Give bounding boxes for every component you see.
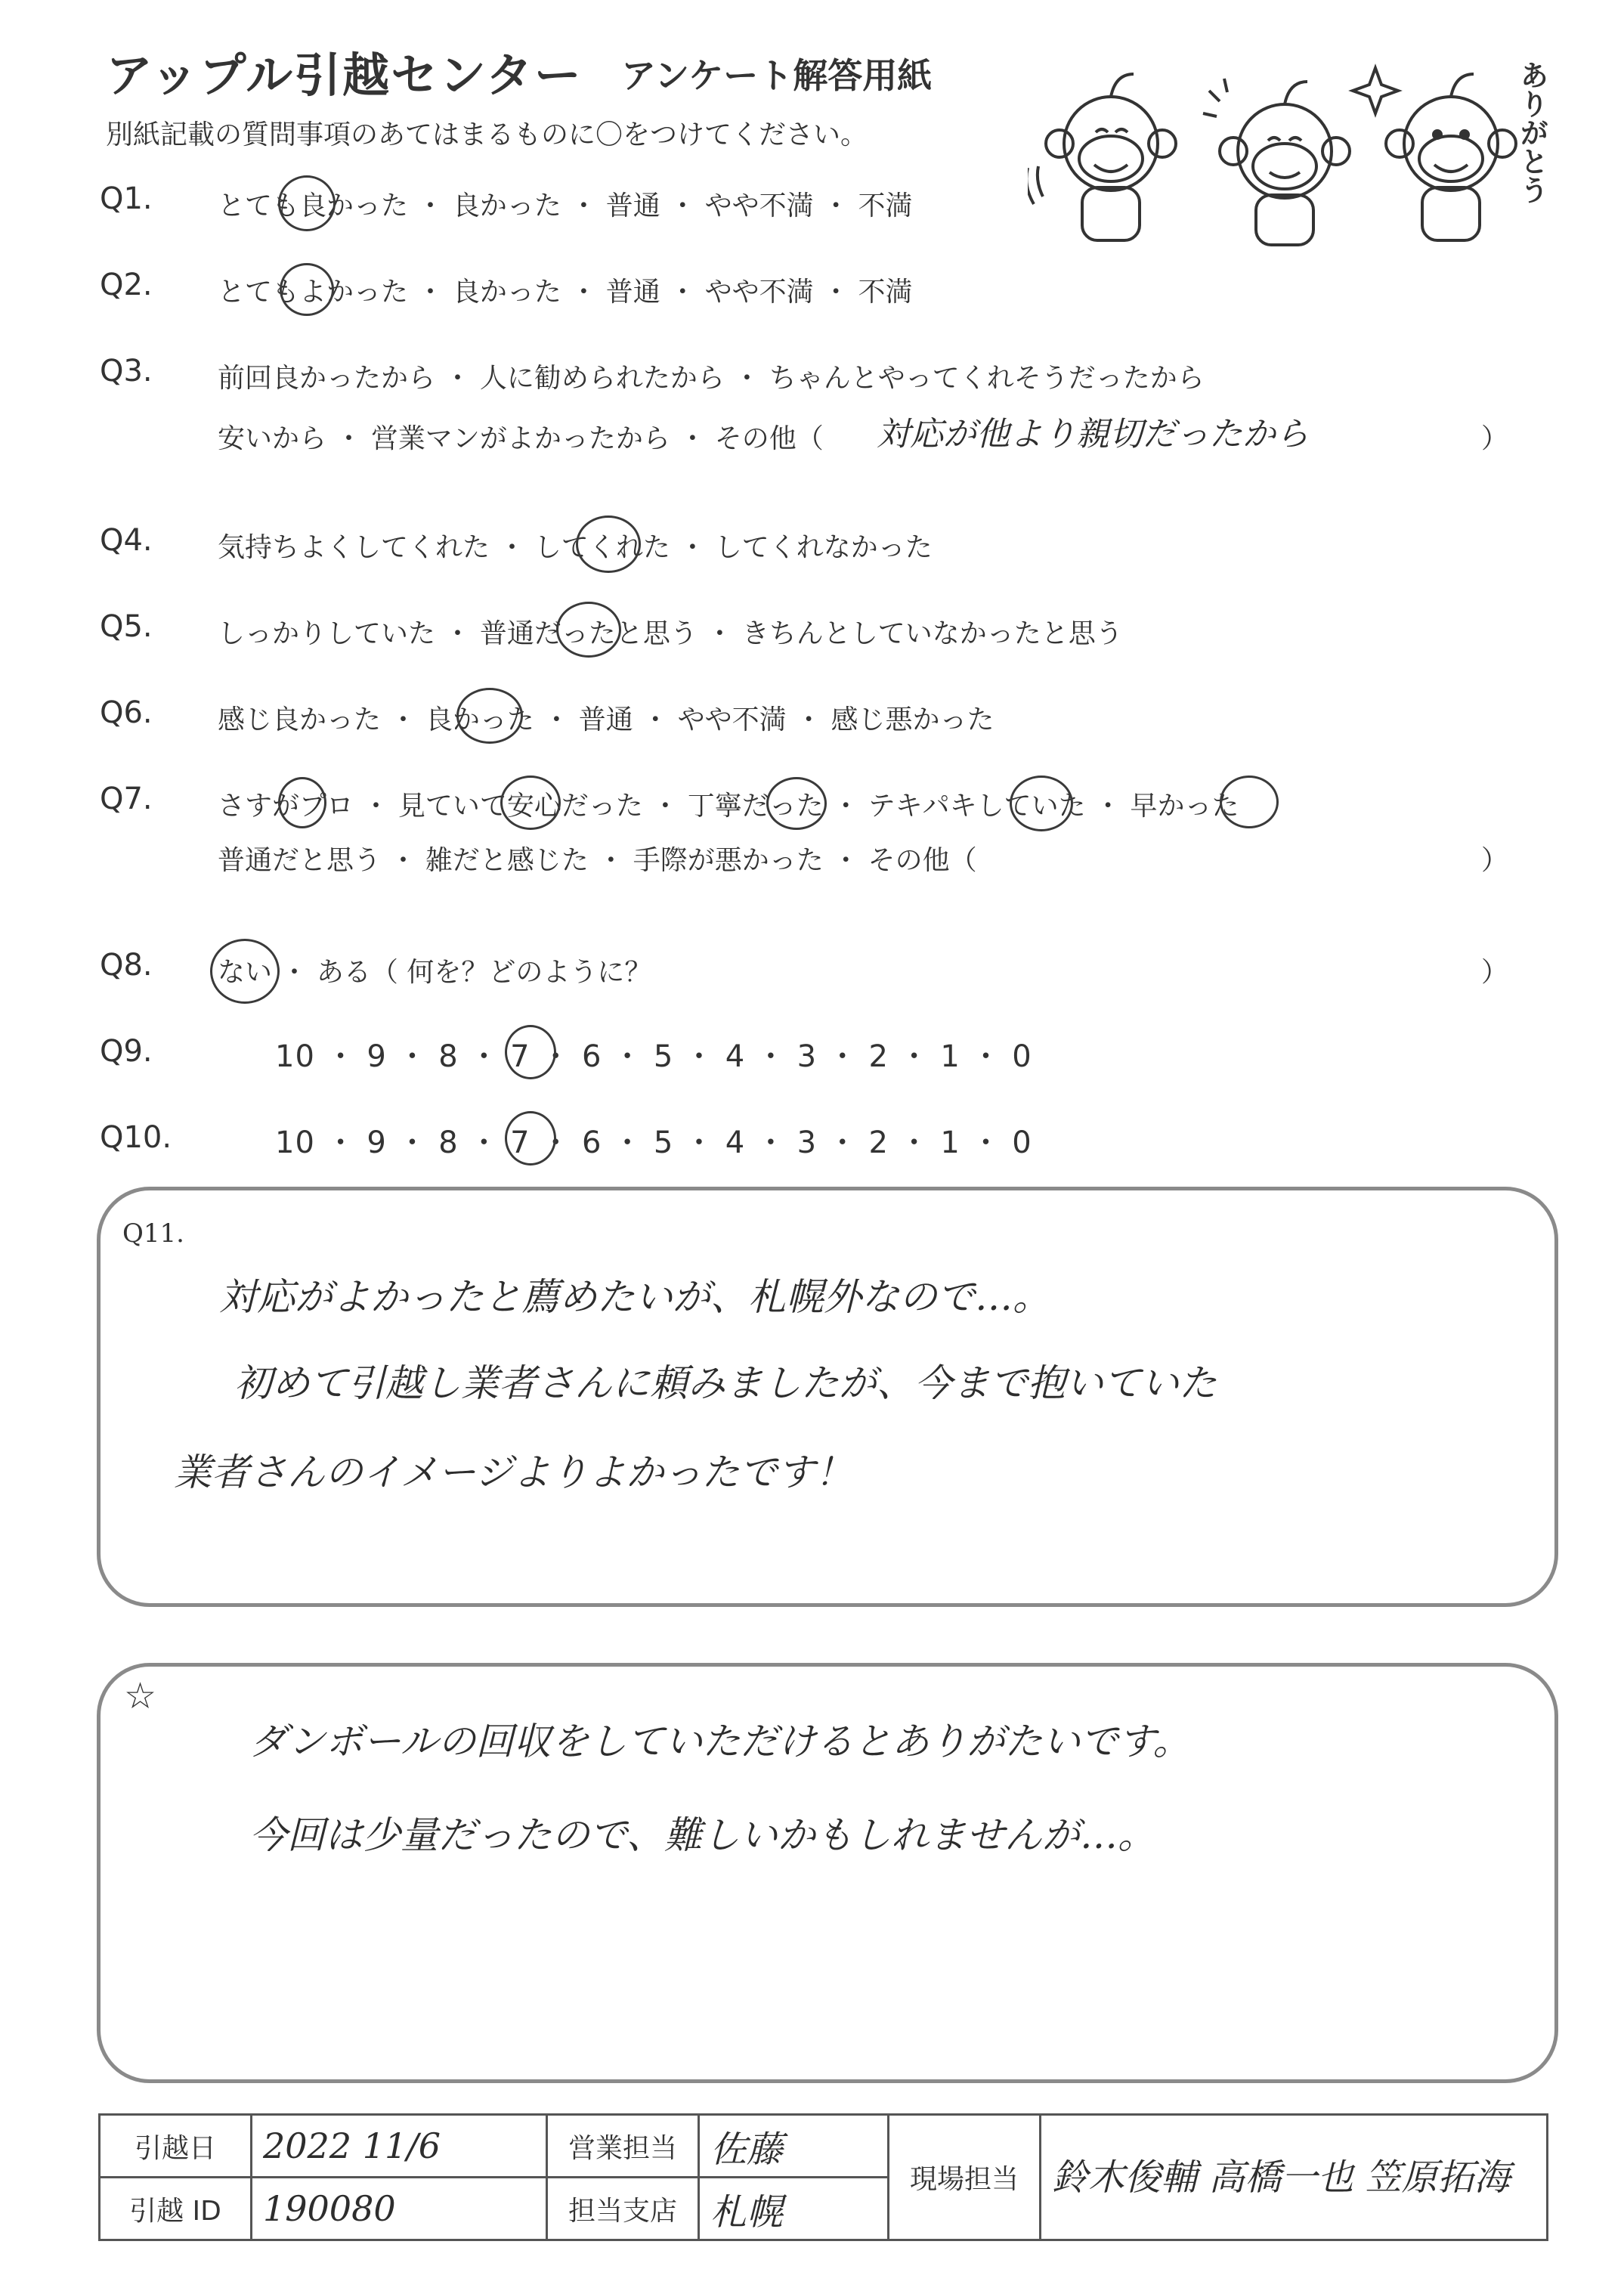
star-comment-line-1: ダンボールの回収をしていただけるとありがたいです。 — [249, 1720, 1191, 1763]
q9-number: Q9. — [100, 1034, 153, 1069]
star-comment-line-2: 今回は少量だったので、難しいかもしれませんが…。 — [249, 1813, 1155, 1857]
move-id-value: 190080 — [252, 2178, 547, 2240]
branch-label: 担当支店 — [547, 2178, 699, 2240]
move-id-label: 引越 ID — [100, 2178, 252, 2240]
q7-answer-circle-3 — [766, 777, 827, 830]
move-date-label: 引越日 — [100, 2115, 252, 2178]
q7-answer-circle-5 — [1220, 776, 1279, 828]
thanks-text: ありがとう — [1515, 60, 1548, 204]
q10-answer-circle — [505, 1111, 556, 1166]
q4-options: 気持ちよくしてくれた ・ してくれた ・ してくれなかった — [218, 532, 933, 563]
site-staff-label: 現場担当 — [889, 2115, 1041, 2240]
q9-answer-circle — [505, 1025, 556, 1079]
q7-answer-circle-4 — [1010, 776, 1073, 831]
q7-close-paren: ） — [1481, 845, 1509, 876]
q8-answer-circle — [210, 939, 280, 1004]
q3-number: Q3. — [100, 354, 153, 389]
q7-number: Q7. — [100, 782, 153, 816]
document-title: アンケート解答用紙 — [621, 55, 933, 96]
q10-number: Q10. — [100, 1120, 172, 1155]
staff-info-table — [98, 2113, 1548, 2241]
q2-options: とてもよかった ・ 良かった ・ 普通 ・ やや不満 ・ 不満 — [218, 277, 913, 308]
q2-answer-circle — [280, 263, 334, 316]
q2-number: Q2. — [100, 268, 153, 302]
q5-options: しっかりしていた ・ 普通だったと思う ・ きちんとしていなかったと思う — [218, 618, 1123, 649]
q3-options-line2: 安いから ・ 営業マンがよかったから ・ その他（ — [218, 423, 824, 454]
q6-number: Q6. — [100, 695, 153, 730]
site-staff-value: 鈴木俊輔 高橋一也 笠原拓海 — [1041, 2115, 1548, 2240]
q9-scale: 10 ・ 9 ・ 8 ・ 7 ・ 6 ・ 5 ・ 4 ・ 3 ・ 2 ・ 1 ・ 0 — [275, 1039, 1032, 1074]
sales-rep-label: 営業担当 — [547, 2115, 699, 2178]
q3-close-paren: ） — [1481, 423, 1509, 454]
q4-answer-circle — [576, 515, 641, 573]
q5-answer-circle — [556, 602, 621, 658]
brand-name: アップル引越センター — [106, 48, 583, 103]
q6-options: 感じ良かった ・ 良かった ・ 普通 ・ やや不満 ・ 感じ悪かった — [218, 704, 995, 735]
q6-answer-circle — [456, 688, 523, 744]
q11-comment-line-3: 業者さんのイメージよりよかったです！ — [174, 1450, 853, 1494]
q8-number: Q8. — [100, 948, 153, 983]
q8-close-paren: ） — [1481, 957, 1509, 988]
sales-rep-value: 佐藤 — [699, 2115, 889, 2178]
q7-answer-circle-2 — [500, 776, 561, 830]
q3-handwritten-other: 対応が他より親切だったから — [877, 415, 1309, 454]
mascot-monkeys-illustration — [1028, 30, 1557, 257]
q11-comment-line-2: 初めて引越し業者さんに頼みましたが、今まで抱いていた — [234, 1361, 1217, 1405]
q8-options: ない ・ ある（ 何を？どのように？ — [218, 957, 652, 988]
q7-answer-circle-1 — [278, 777, 326, 828]
branch-value: 札幌 — [699, 2178, 889, 2240]
q1-options: とても良かった ・ 良かった ・ 普通 ・ やや不満 ・ 不満 — [218, 190, 913, 221]
star-label: ☆ — [124, 1675, 157, 1717]
q10-scale: 10 ・ 9 ・ 8 ・ 7 ・ 6 ・ 5 ・ 4 ・ 3 ・ 2 ・ 1 ・ 0 — [275, 1125, 1032, 1160]
q7-options-line2: 普通だと思う ・ 雑だと感じた ・ 手際が悪かった ・ その他（ — [218, 845, 977, 876]
instruction-text: 別紙記載の質問事項のあてはまるものに〇をつけてください。 — [106, 119, 868, 150]
move-date-value: 2022 11/6 — [252, 2115, 547, 2178]
q3-options-line1: 前回良かったから ・ 人に勧められたから ・ ちゃんとやってくれそうだったから — [218, 363, 1205, 394]
q7-options-line1: さすがプロ ・ 見ていて安心だった ・ 丁寧だった ・ テキパキしていた ・ 早かった — [218, 791, 1239, 822]
q5-number: Q5. — [100, 609, 153, 644]
q11-comment-line-1: 対応がよかったと薦めたいが、札幌外なので…。 — [219, 1275, 1050, 1319]
q4-number: Q4. — [100, 523, 153, 558]
q1-answer-circle — [278, 175, 336, 231]
q11-label: Q11. — [122, 1218, 184, 1249]
q1-number: Q1. — [100, 181, 153, 216]
